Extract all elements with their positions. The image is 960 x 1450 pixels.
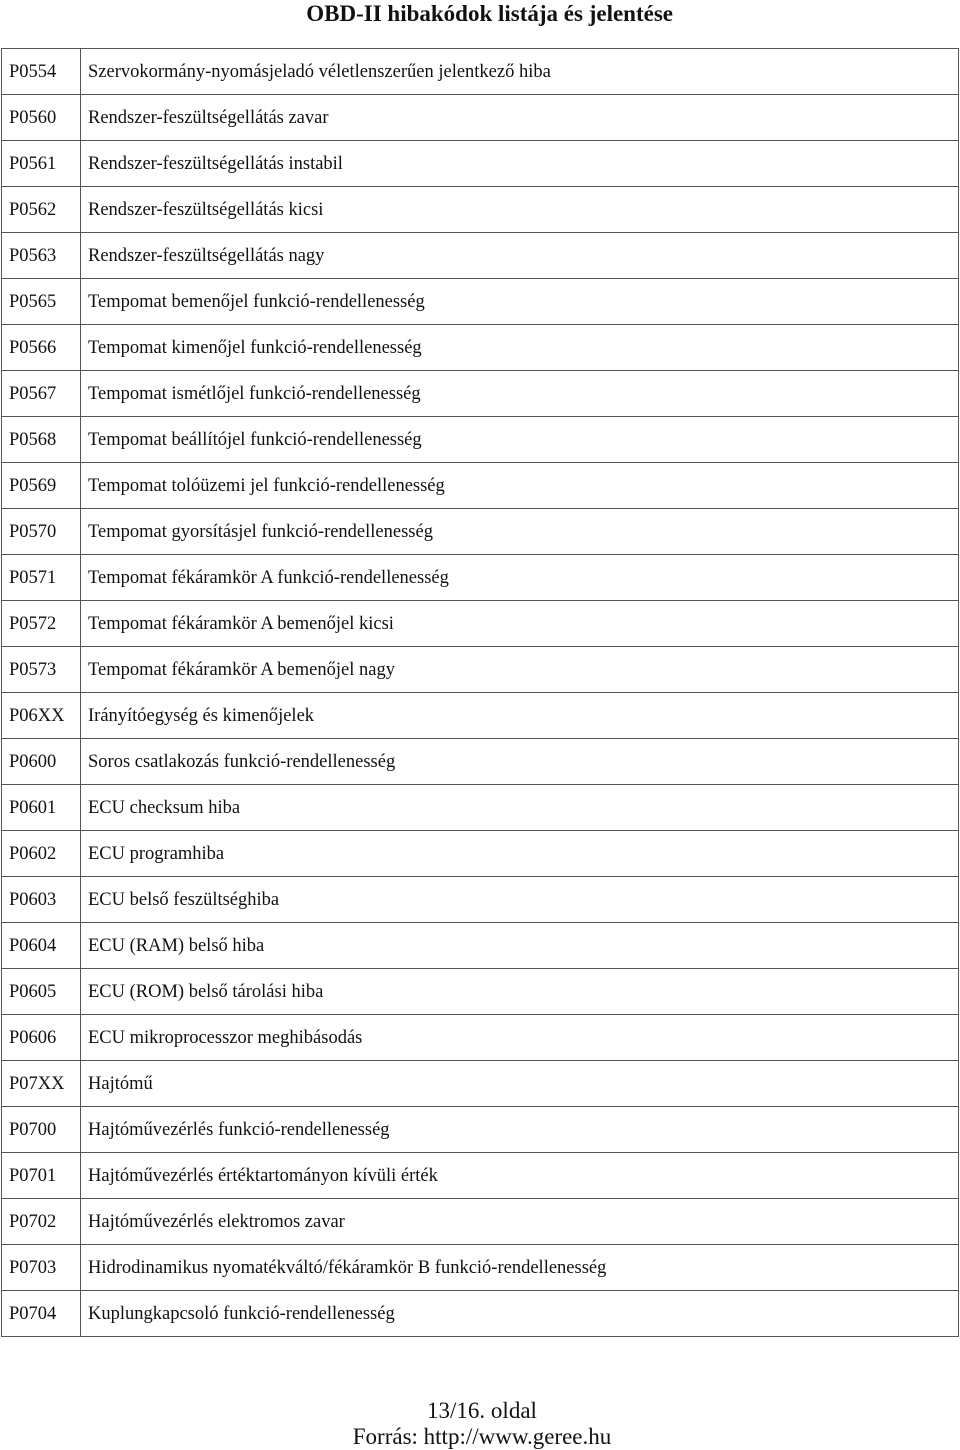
- table-row: [2, 1245, 959, 1291]
- table-row: [2, 1199, 959, 1245]
- table-row: [2, 279, 959, 325]
- error-code-cell: P0569: [2, 463, 81, 509]
- page-number: 13/16. oldal: [427, 1398, 537, 1423]
- error-description-cell: Rendszer-feszültségellátás nagy: [81, 233, 959, 279]
- error-description-cell: Tempomat bemenőjel funkció-rendellenesség: [81, 279, 959, 325]
- error-code-table: [1, 48, 959, 1337]
- error-description-cell: Tempomat kimenőjel funkció-rendellenesség: [81, 325, 959, 371]
- error-description-cell: Rendszer-feszültségellátás zavar: [81, 95, 959, 141]
- table-row: [2, 509, 959, 555]
- table-row: [2, 371, 959, 417]
- table-row: [2, 739, 959, 785]
- error-code-cell: P0702: [2, 1199, 81, 1245]
- error-description-cell: ECU (ROM) belső tárolási hiba: [81, 969, 959, 1015]
- error-description-cell: ECU belső feszültséghiba: [81, 877, 959, 923]
- error-code-cell: P0571: [2, 555, 81, 601]
- error-code-cell: P0701: [2, 1153, 81, 1199]
- error-code-cell: P0566: [2, 325, 81, 371]
- table-row: [2, 1291, 959, 1337]
- table-row: [2, 877, 959, 923]
- error-description-cell: Tempomat ismétlőjel funkció-rendellenesség: [81, 371, 959, 417]
- error-description-cell: Rendszer-feszültségellátás kicsi: [81, 187, 959, 233]
- error-code-cell: P0560: [2, 95, 81, 141]
- error-code-cell: P0601: [2, 785, 81, 831]
- error-description-cell: Tempomat gyorsításjel funkció-rendellenesség: [81, 509, 959, 555]
- table-row: [2, 141, 959, 187]
- table-row: [2, 187, 959, 233]
- table-row: [2, 969, 959, 1015]
- error-description-cell: Kuplungkapcsoló funkció-rendellenesség: [81, 1291, 959, 1337]
- document-title: OBD-II hibakódok listája és jelentése: [306, 1, 673, 26]
- error-code-cell: P0606: [2, 1015, 81, 1061]
- table-row: [2, 233, 959, 279]
- error-code-cell: P07XX: [2, 1061, 81, 1107]
- source-url: Forrás: http://www.geree.hu: [352, 1424, 612, 1449]
- error-description-cell: Soros csatlakozás funkció-rendellenesség: [81, 739, 959, 785]
- error-code-cell: P0603: [2, 877, 81, 923]
- table-row: [2, 555, 959, 601]
- error-code-cell: P0572: [2, 601, 81, 647]
- table-row: [2, 463, 959, 509]
- page-header: [0, 0, 960, 30]
- error-description-cell: Tempomat fékáramkör A bemenőjel kicsi: [81, 601, 959, 647]
- error-code-cell: P0570: [2, 509, 81, 555]
- error-description-cell: Hidrodinamikus nyomatékváltó/fékáramkör B funkció-rendellenesség: [81, 1245, 959, 1291]
- table-row: [2, 785, 959, 831]
- table-row: [2, 923, 959, 969]
- error-description-cell: Tempomat fékáramkör A bemenőjel nagy: [81, 647, 959, 693]
- error-code-cell: P0561: [2, 141, 81, 187]
- error-code-cell: P0568: [2, 417, 81, 463]
- table-row: [2, 1107, 959, 1153]
- error-code-cell: P0602: [2, 831, 81, 877]
- error-description-cell: Szervokormány-nyomásjeladó véletlenszerűen jelentkező hiba: [81, 49, 959, 95]
- error-code-cell: P0704: [2, 1291, 81, 1337]
- error-code-cell: P0573: [2, 647, 81, 693]
- error-description-cell: Hajtóművezérlés elektromos zavar: [81, 1199, 959, 1245]
- error-code-cell: P0562: [2, 187, 81, 233]
- table-row: [2, 1061, 959, 1107]
- table-row: [2, 601, 959, 647]
- table-row: [2, 693, 959, 739]
- error-code-cell: P0604: [2, 923, 81, 969]
- error-code-cell: P0703: [2, 1245, 81, 1291]
- error-description-cell: ECU programhiba: [81, 831, 959, 877]
- error-code-cell: P0554: [2, 49, 81, 95]
- error-description-cell: Tempomat beállítójel funkció-rendellenesség: [81, 417, 959, 463]
- error-code-cell: P0567: [2, 371, 81, 417]
- table-row: [2, 417, 959, 463]
- error-description-cell: Hajtómű: [81, 1061, 959, 1107]
- error-code-cell: P06XX: [2, 693, 81, 739]
- table-row: [2, 1153, 959, 1199]
- error-description-cell: ECU checksum hiba: [81, 785, 959, 831]
- table-row: [2, 95, 959, 141]
- error-code-table-body: [2, 49, 959, 1337]
- table-row: [2, 1015, 959, 1061]
- error-code-cell: P0700: [2, 1107, 81, 1153]
- error-description-cell: Hajtóművezérlés funkció-rendellenesség: [81, 1107, 959, 1153]
- error-code-cell: P0563: [2, 233, 81, 279]
- error-description-cell: ECU mikroprocesszor meghibásodás: [81, 1015, 959, 1061]
- error-description-cell: Rendszer-feszültségellátás instabil: [81, 141, 959, 187]
- error-code-cell: P0565: [2, 279, 81, 325]
- error-description-cell: Hajtóművezérlés értéktartományon kívüli érték: [81, 1153, 959, 1199]
- error-code-cell: P0605: [2, 969, 81, 1015]
- error-description-cell: Irányítóegység és kimenőjelek: [81, 693, 959, 739]
- table-row: [2, 325, 959, 371]
- error-description-cell: ECU (RAM) belső hiba: [81, 923, 959, 969]
- table-row: [2, 49, 959, 95]
- table-row: [2, 831, 959, 877]
- table-row: [2, 647, 959, 693]
- error-code-cell: P0600: [2, 739, 81, 785]
- error-description-cell: Tempomat tolóüzemi jel funkció-rendellenesség: [81, 463, 959, 509]
- error-description-cell: Tempomat fékáramkör A funkció-rendellenesség: [81, 555, 959, 601]
